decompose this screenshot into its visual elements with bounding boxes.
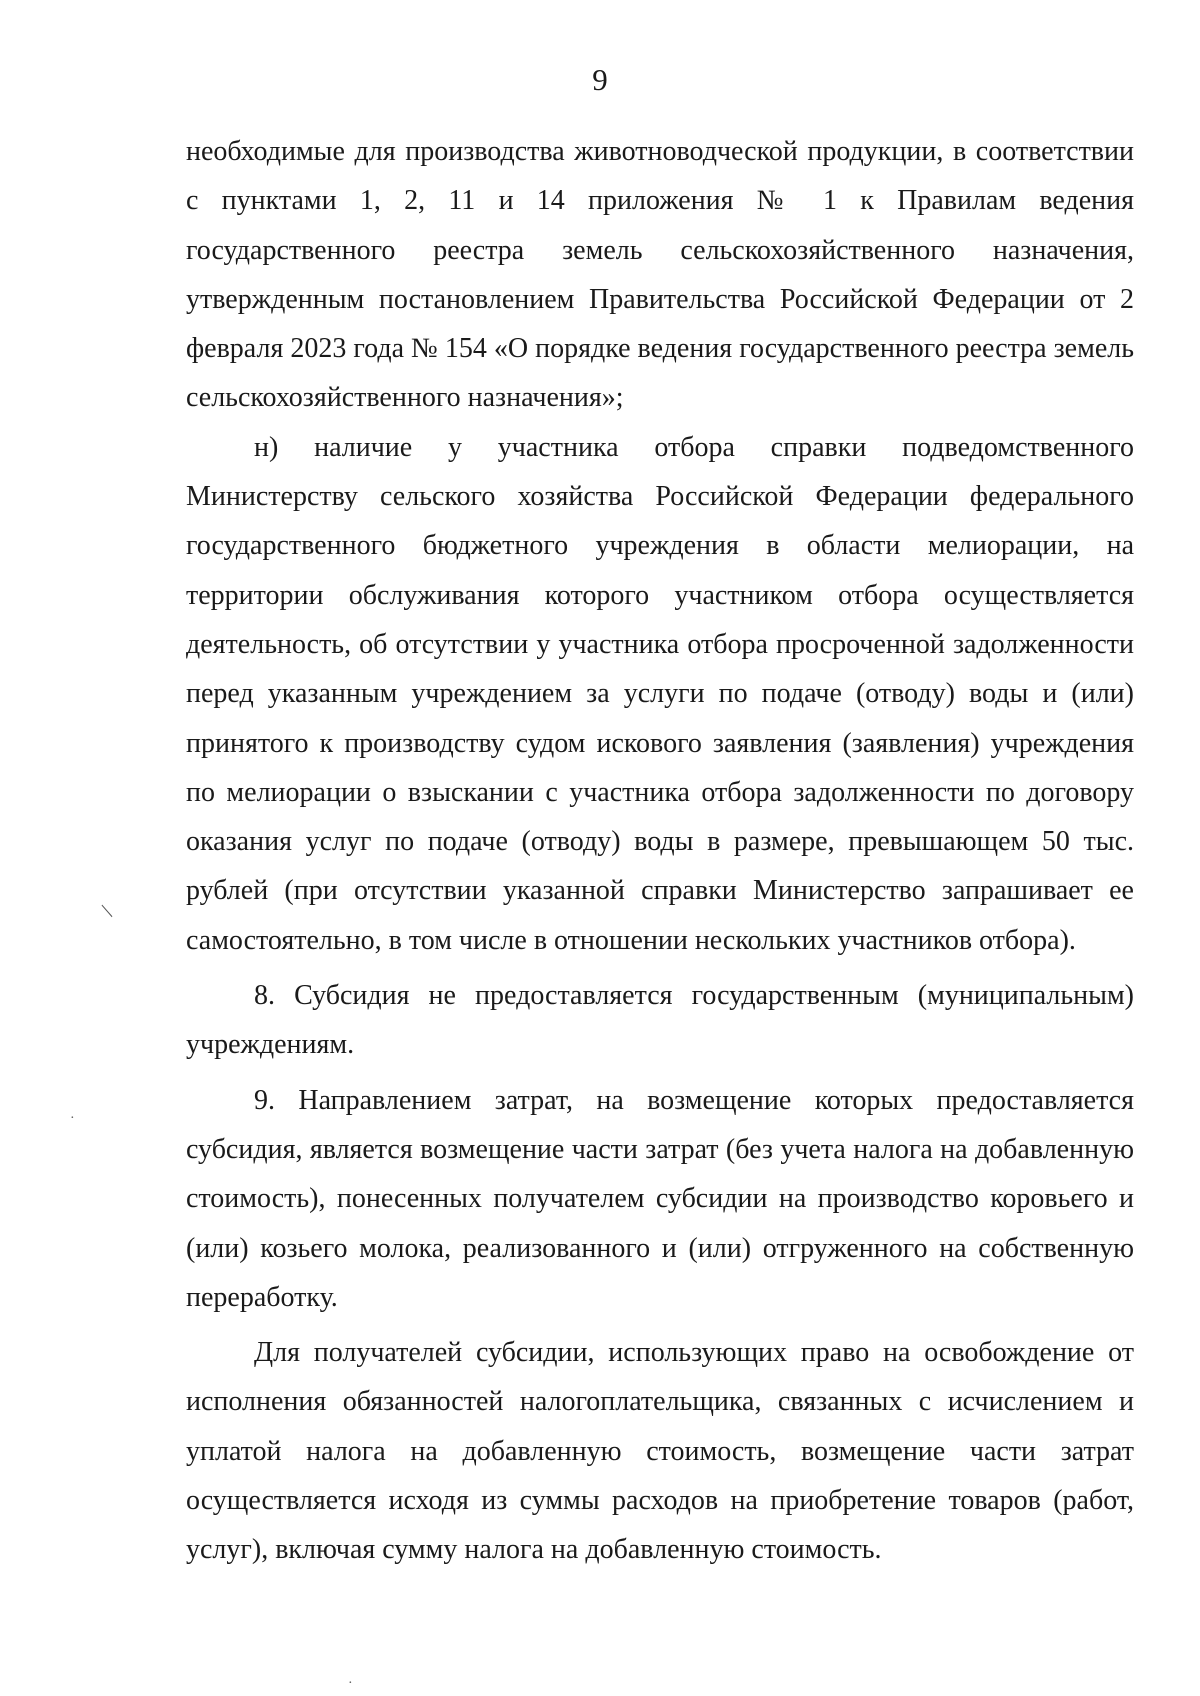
scan-mark: · [348,1676,353,1691]
page-number: 9 [592,62,608,97]
scan-mark: / [94,901,119,920]
paragraph-vat-exemption: Для получателей субсидии, использующих право на освобождение от исполнения обязанностей налогоплательщика, связанных с исчислением и уплатой налога на добавленную стоимость, возмещение части затрат осуществляется исходя из суммы расходов на приобретение товаров (работ, услуг), включая сумму налога на добавленную стоимость. [186,1337,1134,1566]
document-body [186,127,1134,1575]
paragraph-item-n: н) наличие у участника отбора справки подведомственного Министерству сельского хозяйства Российской Федерации федерального государственного бюджетного учреждения в области мелиорации, на территории обслуживания которого участником отбора осуществляется деятельность, об отсутствии у участника отбора просроченной задолженности перед указанным учреждением за услуги по подаче (отводу) воды и (или) принятого к производству судом искового заявления (заявления) учреждения по мелиорации о взыскании с участника отбора задолженности по договору оказания услуг по подаче (отводу) воды в размере, превышающем 50 тыс. рублей (при отсутствии указанной справки Министерство запрашивает ее самостоятельно, в том числе в отношении нескольких участников отбора). [186,431,1134,956]
paragraph-item-9: 9. Направлением затрат, на возмещение которых предоставляется субсидия, является возмещение части затрат (без учета налога на добавленную стоимость), понесенных получателем субсидии на производство коровьего и (или) козьего молока, реализованного и (или) отгруженного на собственную переработку. [186,1084,1134,1313]
paragraph-continuation: необходимые для производства животноводческой продукции, в соответствии с пунктами 1, 2, 11 и 14 приложения № 1 к Правилам ведения государственного реестра земель сельскохозяйственного назначения, утвержденным постановлением Правительства Российской Федерации от 2 февраля 2023 года № 154 «О порядке ведения государственного реестра земель сельскохозяйственного назначения»; [186,136,1134,414]
scan-mark: · [70,1111,75,1126]
paragraph-item-8: 8. Субсидия не предоставляется государственным (муниципальным) учреждениям. [186,980,1134,1061]
